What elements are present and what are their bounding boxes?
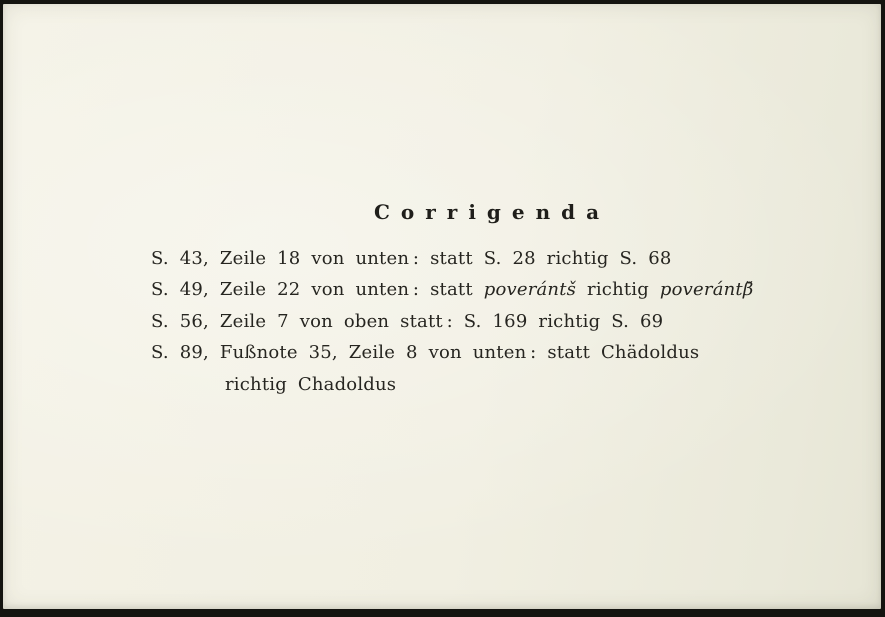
errata-line-2-italic-wrong: poverántš: [483, 279, 577, 301]
errata-line-5: richtig Chadoldus: [225, 373, 397, 395]
errata-line-2: [151, 274, 801, 305]
errata-line-2-middle: richtig: [576, 279, 660, 301]
errata-line-1: S. 43, Zeile 18 von unten : statt S. 28 richtig S. 68: [151, 248, 672, 269]
errata-line-4: S. 89, Fußnote 35, Zeile 8 von unten : statt Chädoldus: [151, 342, 700, 364]
paper-page: [3, 4, 881, 609]
errata-list: [151, 243, 801, 400]
page-title: Corrigenda: [374, 200, 611, 224]
errata-line-2-prefix: S. 49, Zeile 22 von unten : statt: [151, 279, 484, 301]
errata-line-2-italic-correct: poverántβ̆: [659, 279, 754, 301]
errata-line-3: S. 56, Zeile 7 von oben statt : S. 169 richtig S. 69: [151, 310, 664, 332]
